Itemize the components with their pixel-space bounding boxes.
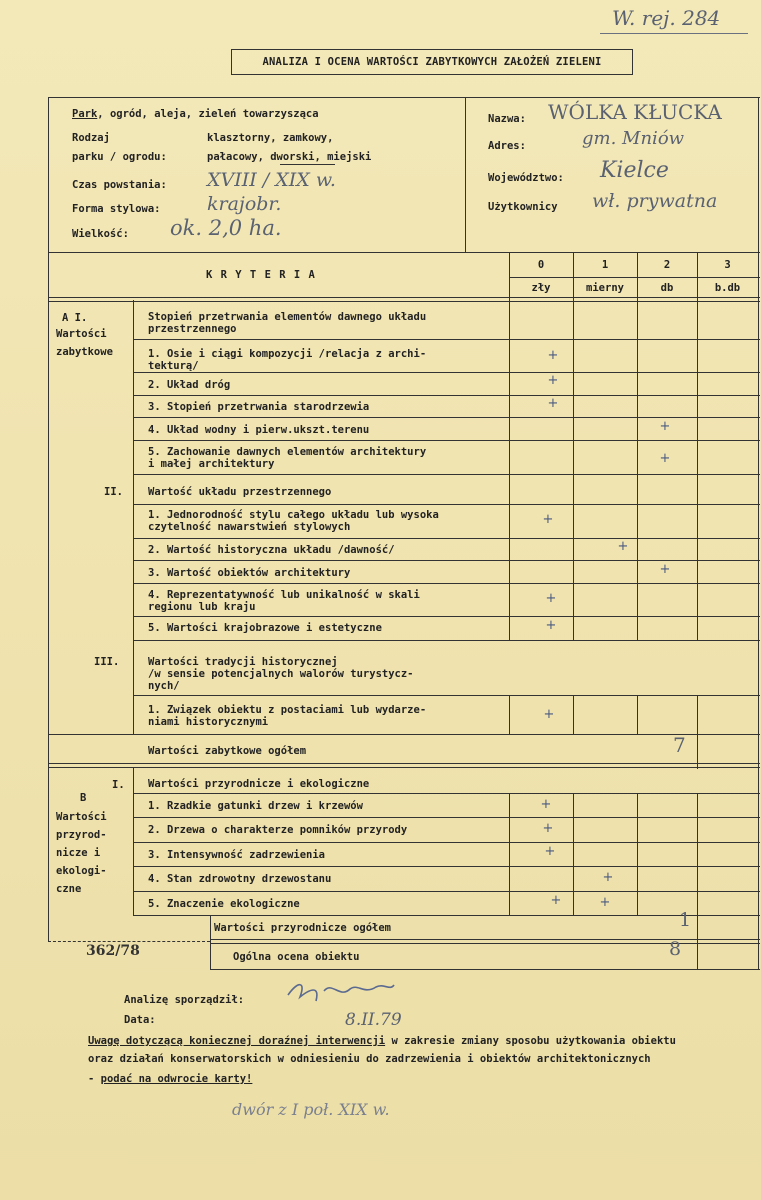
group1-item-2: 2. Układ dróg xyxy=(148,379,231,391)
b-item-1-mark: + xyxy=(540,797,552,812)
dashed-edge xyxy=(48,941,210,942)
czas-value: XVIII / XIX w. xyxy=(207,169,336,191)
frame-left xyxy=(48,97,49,942)
section-b-name-1: Wartości xyxy=(56,811,107,823)
total-a-label: Wartości zabytkowe ogółem xyxy=(148,745,307,757)
uzyt-label: Użytkownicy xyxy=(488,201,558,213)
group1-title-2: przestrzennego xyxy=(148,323,237,335)
group1-item-4-mark: + xyxy=(659,419,671,434)
stamp-number: 362/78 xyxy=(86,943,140,959)
group3-num: III. xyxy=(94,656,120,668)
group3-title-3: nych/ xyxy=(148,680,180,692)
col-1-name: mierny xyxy=(586,282,624,294)
row-line xyxy=(133,640,760,641)
b-item-3-mark: + xyxy=(544,844,556,859)
b-item-3: 3. Intensywność zadrzewienia xyxy=(148,849,326,861)
adres-label: Adres: xyxy=(488,140,526,152)
row-line xyxy=(133,793,760,794)
group1-item-5-mark: + xyxy=(659,451,671,466)
group2-item-2: 2. Wartość historyczna układu /dawność/ xyxy=(148,544,395,556)
rodzaj-label: Rodzaj xyxy=(72,132,110,144)
col-line-2 xyxy=(637,252,638,640)
registry-note: W. rej. 284 xyxy=(612,6,721,30)
group2-item-5: 5. Wartości krajobrazowe i estetyczne xyxy=(148,622,382,634)
col-3-name: b.db xyxy=(714,282,741,294)
note-line-1: Uwagę dotyczącą koniecznej doraźnej interwencji w zakresie zmiany sposobu użytkowania obiektu xyxy=(88,1035,676,1047)
b-item-2-mark: + xyxy=(542,821,554,836)
row-line xyxy=(133,866,760,867)
col-line-2b xyxy=(637,695,638,735)
uzyt-value: wł. prywatna xyxy=(592,190,718,212)
col-line-3 xyxy=(697,252,698,640)
total-a-value: 7 xyxy=(673,733,686,757)
total-b-value: 1 xyxy=(679,909,692,931)
group3-title-1: Wartości tradycji historycznej xyxy=(148,656,338,668)
group1-item-3-mark: + xyxy=(547,396,559,411)
group2-item-3-mark: + xyxy=(659,562,671,577)
group1-item-5-l2: i małej architektury xyxy=(148,458,275,470)
group1-item-1-mark: + xyxy=(547,348,559,363)
section-a-letter: A I. xyxy=(62,312,88,324)
col-0-name: zły xyxy=(531,282,551,294)
data-label: Data: xyxy=(124,1014,156,1026)
note-line-3: - podać na odwrocie karty! xyxy=(88,1073,253,1085)
registry-underline xyxy=(600,33,748,34)
adres-value: gm. Mniów xyxy=(582,128,685,149)
overall-value: 8 xyxy=(669,938,682,960)
row-line xyxy=(133,842,760,843)
czas-label: Czas powstania: xyxy=(72,179,167,191)
group1-item-1-l1: 1. Osie i ciągi kompozycji /relacja z archi- xyxy=(148,348,427,360)
b-item-4-mark: + xyxy=(602,870,614,885)
row-line xyxy=(133,891,760,892)
row-line xyxy=(133,583,760,584)
b-item-4: 4. Stan zdrowotny drzewostanu xyxy=(148,873,332,885)
group1-item-1-l2: tekturą/ xyxy=(148,360,199,372)
forma-value: krajobr. xyxy=(207,193,282,215)
row-line xyxy=(133,372,760,373)
col-line-1 xyxy=(573,252,574,640)
b-item-2: 2. Drzewa o charakterze pomników przyrody xyxy=(148,824,408,836)
section-sep-b xyxy=(133,767,134,915)
col-b-0 xyxy=(509,793,510,915)
document-title: ANALIZA I OCENA WARTOŚCI ZABYTKOWYCH ZAŁOŻEŃ ZIELENI xyxy=(231,49,633,75)
row-line xyxy=(133,504,760,505)
frame-right xyxy=(758,97,759,969)
criteria-label: K R Y T E R I A xyxy=(206,269,316,281)
dworski-underline xyxy=(280,164,335,165)
group2-item-4-mark: + xyxy=(545,591,557,606)
bottom-handwritten-note: dwór z I poł. XIX w. xyxy=(232,1100,390,1119)
col-line-0b xyxy=(509,695,510,735)
row-line xyxy=(133,915,760,916)
group2-item-5-mark: + xyxy=(545,618,557,633)
section-b-title: Wartości przyrodnicze i ekologiczne xyxy=(148,778,370,790)
group2-item-3: 3. Wartość obiektów architektury xyxy=(148,567,351,579)
row-line xyxy=(133,440,760,441)
group2-item-1-l2: czytelność nawarstwień stylowych xyxy=(148,521,351,533)
col-3-num: 3 xyxy=(724,259,731,271)
col-b-2 xyxy=(637,793,638,915)
group2-item-2-mark: + xyxy=(617,539,629,554)
header-bottom xyxy=(48,252,760,253)
col-0-num: 0 xyxy=(537,259,545,271)
row-line xyxy=(133,395,760,396)
b-item-5-mark-2: + xyxy=(599,895,611,910)
signature xyxy=(280,975,400,1011)
nazwa-label: Nazwa: xyxy=(488,113,526,125)
col-2-num: 2 xyxy=(663,259,671,271)
section-b-name-5: czne xyxy=(56,883,82,895)
header-divider xyxy=(465,97,466,252)
note-line-2: oraz działań konserwatorskich w odniesieniu do zadrzewienia i obiektów architektonicznych xyxy=(88,1053,651,1065)
col-2-name: db xyxy=(660,282,674,294)
overall-label: Ogólna ocena obiektu xyxy=(233,951,360,963)
group3-item-1-l1: 1. Związek obiektu z postaciami lub wydarze- xyxy=(148,704,427,716)
b-item-1: 1. Rzadkie gatunki drzew i krzewów xyxy=(148,800,363,812)
criteria-bottom xyxy=(48,297,760,302)
group3-title-2: /w sensie potencjalnych walorów turystycz- xyxy=(148,668,414,680)
col-line-3b xyxy=(697,695,698,769)
group3-item-1-mark: + xyxy=(543,707,555,722)
total-b-label: Wartości przyrodnicze ogółem xyxy=(214,922,392,934)
group1-title-1: Stopień przetrwania elementów dawnego układu xyxy=(148,311,427,323)
date-value: 8.II.79 xyxy=(345,1010,402,1030)
group2-item-1-l1: 1. Jednorodność stylu całego układu lub wysoka xyxy=(148,509,439,521)
b-item-5: 5. Znaczenie ekologiczne xyxy=(148,898,300,910)
row-line xyxy=(133,616,760,617)
rodzaj-options-1: klasztorny, zamkowy, xyxy=(207,132,334,144)
nazwa-value: WÓLKA KŁUCKA xyxy=(548,100,722,124)
header-top xyxy=(48,97,760,98)
group1-item-5-l1: 5. Zachowanie dawnych elementów architektury xyxy=(148,446,427,458)
total-a-sep xyxy=(48,763,760,768)
row-line xyxy=(133,695,760,696)
section-b-name-3: nicze i xyxy=(56,847,101,859)
col-line-0 xyxy=(509,252,510,640)
group1-item-2-mark: + xyxy=(547,373,559,388)
group2-title: Wartość układu przestrzennego xyxy=(148,486,332,498)
analysis-label: Analizę sporządził: xyxy=(124,994,245,1006)
group2-num: II. xyxy=(104,486,123,498)
row-line xyxy=(133,538,760,539)
wielkosc-label: Wielkość: xyxy=(72,228,129,240)
woj-value: Kielce xyxy=(600,158,669,183)
section-b-name-2: przyrod- xyxy=(56,829,107,841)
group3-item-1-l2: niami historycznymi xyxy=(148,716,269,728)
section-a-name-1: Wartości xyxy=(56,328,107,340)
group2-item-1-mark: + xyxy=(542,512,554,527)
row-line xyxy=(133,474,760,475)
group1-item-3: 3. Stopień przetrwania starodrzewia xyxy=(148,401,370,413)
row-line xyxy=(133,817,760,818)
criteria-mid xyxy=(509,277,760,278)
group2-item-4-l2: regionu lub kraju xyxy=(148,601,256,613)
forma-label: Forma stylowa: xyxy=(72,203,161,215)
row-line xyxy=(133,339,760,340)
totals-b-bottom xyxy=(210,969,760,970)
park-type-line: Park, ogród, aleja, zieleń towarzysząca xyxy=(72,108,319,120)
section-b-letter: B xyxy=(80,792,87,804)
section-b-name-4: ekologi- xyxy=(56,865,107,877)
woj-label: Województwo: xyxy=(488,172,564,184)
parku-label: parku / ogrodu: xyxy=(72,151,167,163)
rodzaj-options-2: pałacowy, dworski, miejski xyxy=(207,151,372,163)
row-line xyxy=(48,734,760,735)
section-sep-a xyxy=(133,300,134,734)
col-1-num: 1 xyxy=(601,259,609,271)
wielkosc-value: ok. 2,0 ha. xyxy=(170,216,282,240)
section-b-num: I. xyxy=(112,779,125,791)
section-a-name-2: zabytkowe xyxy=(56,346,113,358)
group1-item-4: 4. Układ wodny i pierw.ukszt.terenu xyxy=(148,424,370,436)
b-item-5-mark: + xyxy=(550,893,562,908)
group2-item-4-l1: 4. Reprezentatywność lub unikalność w skali xyxy=(148,589,420,601)
